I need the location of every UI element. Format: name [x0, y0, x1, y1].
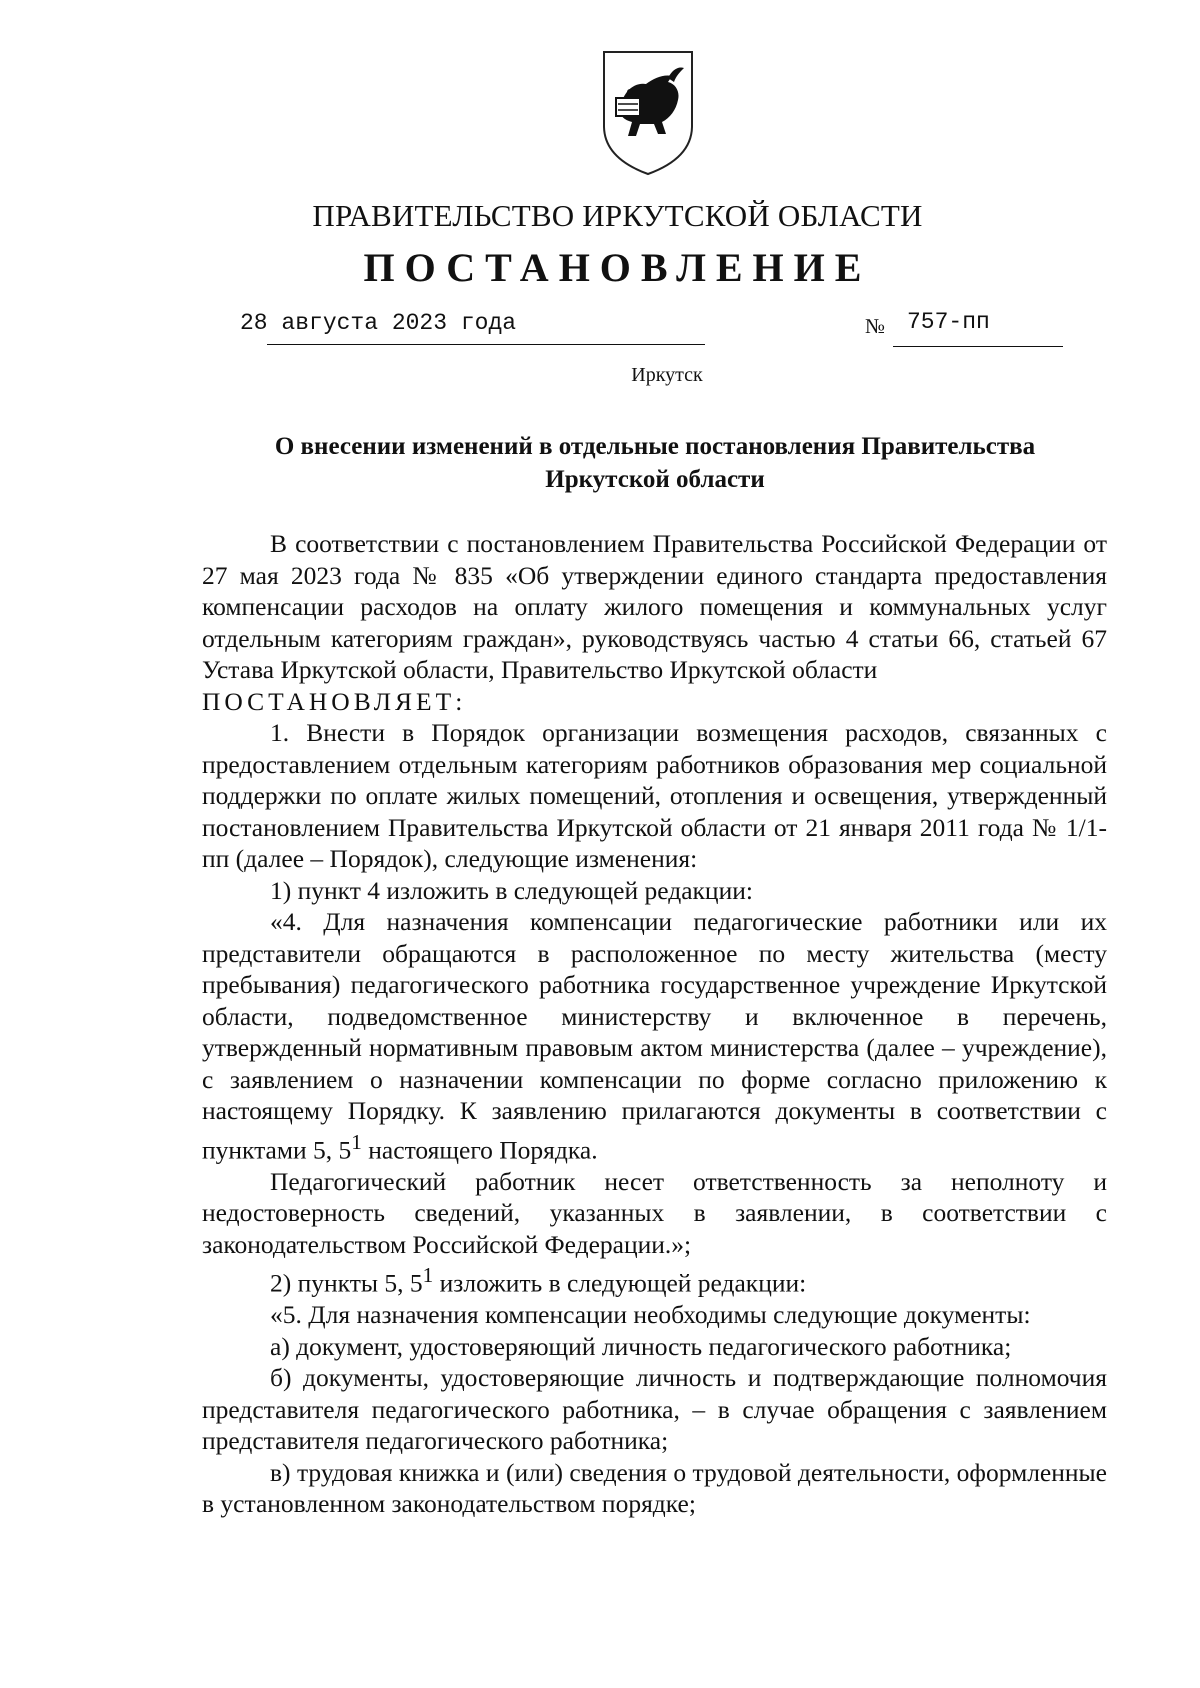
title-line-2: Иркутской области	[545, 466, 765, 493]
document-date	[240, 310, 516, 336]
paragraph-9: в) трудовая книжка и (или) сведения о трудовой деятельности, оформленные в установленном законодательством порядке;	[202, 1457, 1107, 1518]
document-type: ПОСТАНОВЛЕНИЕ	[363, 245, 872, 290]
number-sign: №	[865, 314, 886, 338]
number-underline	[893, 346, 1063, 347]
paragraph-3-superscript: 1	[351, 1129, 362, 1154]
document-number: 757-пп	[907, 309, 990, 335]
paragraph-5-superscript: 1	[422, 1263, 434, 1287]
document-body	[202, 528, 1107, 1520]
document-title	[210, 430, 1100, 496]
paragraph-5-text: 2) пункты 5, 5	[270, 1268, 423, 1298]
resolves-heading: ПОСТАНОВЛЯЕТ:	[202, 686, 467, 716]
paragraph-3	[202, 906, 1107, 1166]
date-underline	[267, 344, 705, 345]
paragraph-8: б) документы, удостоверяющие личность и подтверждающие полномочия представителя педагогического работника, – в случае обращения с заявлением представителя педагогического работника;	[202, 1363, 1107, 1455]
paragraph-2: 1) пункт 4 изложить в следующей редакции:	[270, 875, 753, 905]
preamble-paragraph: В соответствии с постановлением Правительства Российской Федерации от 27 мая 2023 года № 835 «Об утверждении единого стандарта предоставления компенсации расходов на оплату жилого помещения и коммунальных услуг отдельным категориям граждан», руководствуясь частью 4 статьи 66, статьей 67 Устава Иркутской области, Правительство Иркутской области	[202, 529, 1107, 684]
paragraph-1: 1. Внести в Порядок организации возмещения расходов, связанных с предоставлением отдельным категориям работников образования мер социальной поддержки по оплате жилых помещений, отопления и освещения, утвержденный постановлением Правительства Иркутской области от 21 января 2011 года № 1/1-пп (далее – Порядок), следующие изменения:	[202, 718, 1107, 873]
date-text: 28 августа 2023 года	[240, 310, 517, 336]
irkutsk-coat-of-arms-icon	[600, 48, 696, 178]
paragraph-4: Педагогический работник несет ответственность за неполноту и недостоверность сведений, указанных в заявлении, в соответствии с законодательством Российской Федерации.»;	[202, 1166, 1107, 1259]
paragraph-5	[202, 1260, 1107, 1299]
paragraph-5-end: изложить в следующей редакции:	[433, 1268, 807, 1298]
title-line-1: О внесении изменений в отдельные постановления Правительства	[274, 433, 1036, 460]
paragraph-7: а) документ, удостоверяющий личность педагогического работника;	[270, 1331, 1012, 1361]
paragraph-6: «5. Для назначения компенсации необходимы следующие документы:	[270, 1300, 1031, 1329]
government-name: ПРАВИТЕЛЬСТВО ИРКУТСКОЙ ОБЛАСТИ	[312, 198, 923, 233]
paragraph-3-text: «4. Для назначения компенсации педагогические работники или их представители обращаются в расположенное по месту жительства (месту пребывания) педагогического работника государственное учреждение Иркутской области, подведомственное министерству и включенное в перечень, утвержденный нормативным правовым актом министерства (далее – учреждение), с заявлением о назначении компенсации по форме согласно приложению к настоящему Порядку. К заявлению прилагаются документы в соответствии с пунктами 5, 5	[202, 907, 1107, 1164]
city: Иркутск	[631, 364, 703, 386]
paragraph-3-end: настоящего Порядка.	[361, 1135, 598, 1164]
